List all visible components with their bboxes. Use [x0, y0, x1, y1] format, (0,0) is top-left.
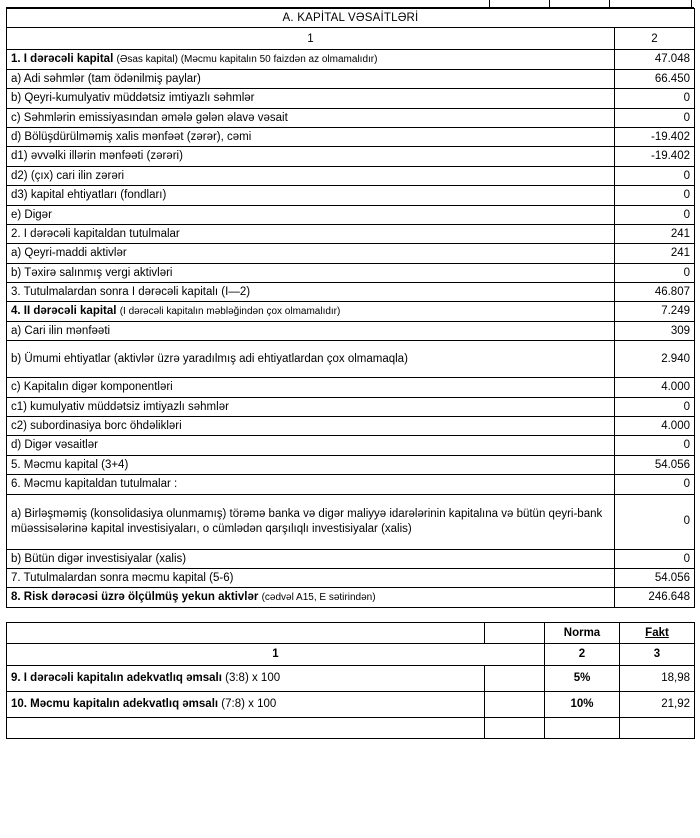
row-norma: 5% — [545, 665, 620, 691]
ratios-header-fakt: Fakt — [620, 622, 695, 643]
row-label: 3. Tutulmalardan sonra I dərəcəli kapitalı (I—2) — [7, 283, 615, 302]
table-row — [7, 128, 695, 147]
row-value: 7.249 — [615, 302, 695, 322]
row-value: 54.056 — [615, 455, 695, 474]
table-row — [7, 186, 695, 205]
table-title-row — [7, 9, 695, 28]
row-label: a) Qeyri-maddi aktivlər — [7, 244, 615, 263]
ratios-column-number-3: 3 — [620, 644, 695, 665]
row-value: 241 — [615, 244, 695, 263]
table-row — [7, 665, 695, 691]
column-number-row — [7, 28, 695, 50]
top-edge-cell-2 — [490, 0, 550, 7]
row-label: b) Bütün digər investisiyalar (xalis) — [7, 549, 615, 568]
row-label: a) Cari ilin mənfəəti — [7, 321, 615, 340]
table-row — [7, 455, 695, 474]
row-label-main: 1. I dərəcəli kapital — [11, 53, 114, 66]
row-label — [7, 691, 485, 717]
table-row — [7, 244, 695, 263]
row-value: 47.048 — [615, 50, 695, 70]
row-label: c1) kumulyativ müddətsiz imtiyazlı səhmlər — [7, 397, 615, 416]
row-value: 0 — [615, 205, 695, 224]
top-edge-cell-1 — [6, 0, 490, 7]
row-label-note: (Əsas kapital) (Məcmu kapitalın 50 faizdən az olmamalıdır) — [116, 54, 378, 66]
table-row — [7, 417, 695, 436]
row-label: b) Təxirə salınmış vergi aktivləri — [7, 263, 615, 282]
row-value: 46.807 — [615, 283, 695, 302]
row-value: 0 — [615, 494, 695, 549]
row-fakt: 21,92 — [620, 691, 695, 717]
row-label: 7. Tutulmalardan sonra məcmu kapital (5-6) — [7, 568, 615, 587]
row-value: 0 — [615, 166, 695, 185]
ratios-header-row — [7, 622, 695, 643]
table-row — [7, 302, 695, 322]
row-label: 2. I dərəcəli kapitaldan tutulmalar — [7, 224, 615, 243]
row-value: 309 — [615, 321, 695, 340]
table-row — [7, 341, 695, 378]
table-row — [7, 166, 695, 185]
ratios-column-number-1: 1 — [7, 644, 545, 665]
page-title: A. KAPİTAL VƏSAİTLƏRİ — [7, 9, 695, 28]
table-row — [7, 205, 695, 224]
row-label — [7, 302, 615, 322]
row-value: 0 — [615, 89, 695, 108]
ratios-column-number-row — [7, 644, 695, 665]
row-label: d3) kapital ehtiyatları (fondları) — [7, 186, 615, 205]
table-row — [7, 494, 695, 549]
row-value: 246.648 — [615, 588, 695, 608]
table-row — [7, 397, 695, 416]
row-label: a) Birləşməmiş (konsolidasiya olunmamış) törəmə banka və digər maliyyə idarələrinin kapitalına və bütün qeyri-bank müəssisələrinə kapital investisiyaları, o cümlədən qarşılıqlı investisiyalar (xalis) — [7, 494, 615, 549]
row-label: d) Bölüşdürülməmiş xalis mənfəət (zərər), cəmi — [7, 128, 615, 147]
row-value: 0 — [615, 108, 695, 127]
table-row — [7, 147, 695, 166]
empty-cell-2 — [485, 717, 545, 738]
ratios-column-number-2: 2 — [545, 644, 620, 665]
row-value: 4.000 — [615, 417, 695, 436]
table-row — [7, 89, 695, 108]
row-norma: 10% — [545, 691, 620, 717]
table-row — [7, 588, 695, 608]
row-label-note: (7:8) x 100 — [221, 697, 277, 710]
row-label-note: (3:8) x 100 — [225, 671, 281, 684]
ratios-header-norma: Norma — [545, 622, 620, 643]
row-label — [7, 50, 615, 70]
empty-cell-1 — [7, 717, 485, 738]
capital-table — [6, 8, 695, 608]
table-row — [7, 436, 695, 455]
table-row — [7, 549, 695, 568]
row-label: e) Digər — [7, 205, 615, 224]
row-label-main: 4. II dərəcəli kapital — [11, 305, 117, 318]
row-label — [7, 588, 615, 608]
row-label-note: (cədvəl A15, E sətirindən) — [261, 592, 376, 604]
table-row — [7, 69, 695, 88]
table-row — [7, 263, 695, 282]
row-fakt: 18,98 — [620, 665, 695, 691]
empty-cell-3 — [545, 717, 620, 738]
row-label — [7, 166, 615, 185]
row-value: 0 — [615, 549, 695, 568]
column-number-1: 1 — [7, 28, 615, 50]
ratios-header-blank-2 — [485, 622, 545, 643]
table-top-edge — [6, 0, 694, 8]
row-label: a) Adi səhmlər (tam ödənilmiş paylar) — [7, 69, 615, 88]
row-value: 0 — [615, 436, 695, 455]
table-row — [7, 475, 695, 494]
row-label: d1) əvvəlki illərin mənfəəti (zərəri) — [7, 147, 615, 166]
row-value: 0 — [615, 397, 695, 416]
row-value: 2.940 — [615, 341, 695, 378]
top-edge-cell-4 — [610, 0, 692, 7]
row-value: -19.402 — [615, 147, 695, 166]
row-value: 0 — [615, 263, 695, 282]
column-number-2: 2 — [615, 28, 695, 50]
table-row — [7, 283, 695, 302]
row-value: 241 — [615, 224, 695, 243]
row-label-note: (I dərəcəli kapitalın məbləğindən çox olmamalıdır) — [119, 306, 341, 318]
row-label-main: d2) (çıx) cari ilin zərəri — [11, 169, 125, 182]
table-row — [7, 321, 695, 340]
row-value: 0 — [615, 186, 695, 205]
row-value: 54.056 — [615, 568, 695, 587]
row-value: 0 — [615, 475, 695, 494]
table-row — [7, 108, 695, 127]
table-row — [7, 568, 695, 587]
row-label-main: 8. Risk dərəcəsi üzrə ölçülmüş yekun aktivlər — [11, 591, 259, 604]
row-value: -19.402 — [615, 128, 695, 147]
ratios-header-blank-1 — [7, 622, 485, 643]
row-label-main: 10. Məcmu kapitalın adekvatlıq əmsalı — [11, 697, 219, 710]
row-label: c) Kapitalın digər komponentləri — [7, 378, 615, 397]
row-blank-cell — [485, 665, 545, 691]
row-label — [7, 665, 485, 691]
row-label: b) Ümumi ehtiyatlar (aktivlər üzrə yaradılmış adi ehtiyatlardan çox olmamaqla) — [7, 341, 615, 378]
top-edge-cell-3 — [550, 0, 610, 7]
table-row — [7, 224, 695, 243]
row-label: d) Digər vəsaitlər — [7, 436, 615, 455]
row-label-main: 9. I dərəcəli kapitalın adekvatlıq əmsalı — [11, 671, 222, 684]
ratios-table — [6, 622, 695, 739]
table-row — [7, 691, 695, 717]
row-blank-cell — [485, 691, 545, 717]
row-label: c2) subordinasiya borc öhdəlikləri — [7, 417, 615, 436]
table-row — [7, 50, 695, 70]
row-label: b) Qeyri-kumulyativ müddətsiz imtiyazlı səhmlər — [7, 89, 615, 108]
row-value: 66.450 — [615, 69, 695, 88]
table-row — [7, 378, 695, 397]
row-label: c) Səhmlərin emissiyasından əmələ gələn əlavə vəsait — [7, 108, 615, 127]
row-label: 6. Məcmu kapitaldan tutulmalar : — [7, 475, 615, 494]
row-value: 4.000 — [615, 378, 695, 397]
empty-cell-4 — [620, 717, 695, 738]
row-label: 5. Məcmu kapital (3+4) — [7, 455, 615, 474]
table-row-empty — [7, 717, 695, 738]
